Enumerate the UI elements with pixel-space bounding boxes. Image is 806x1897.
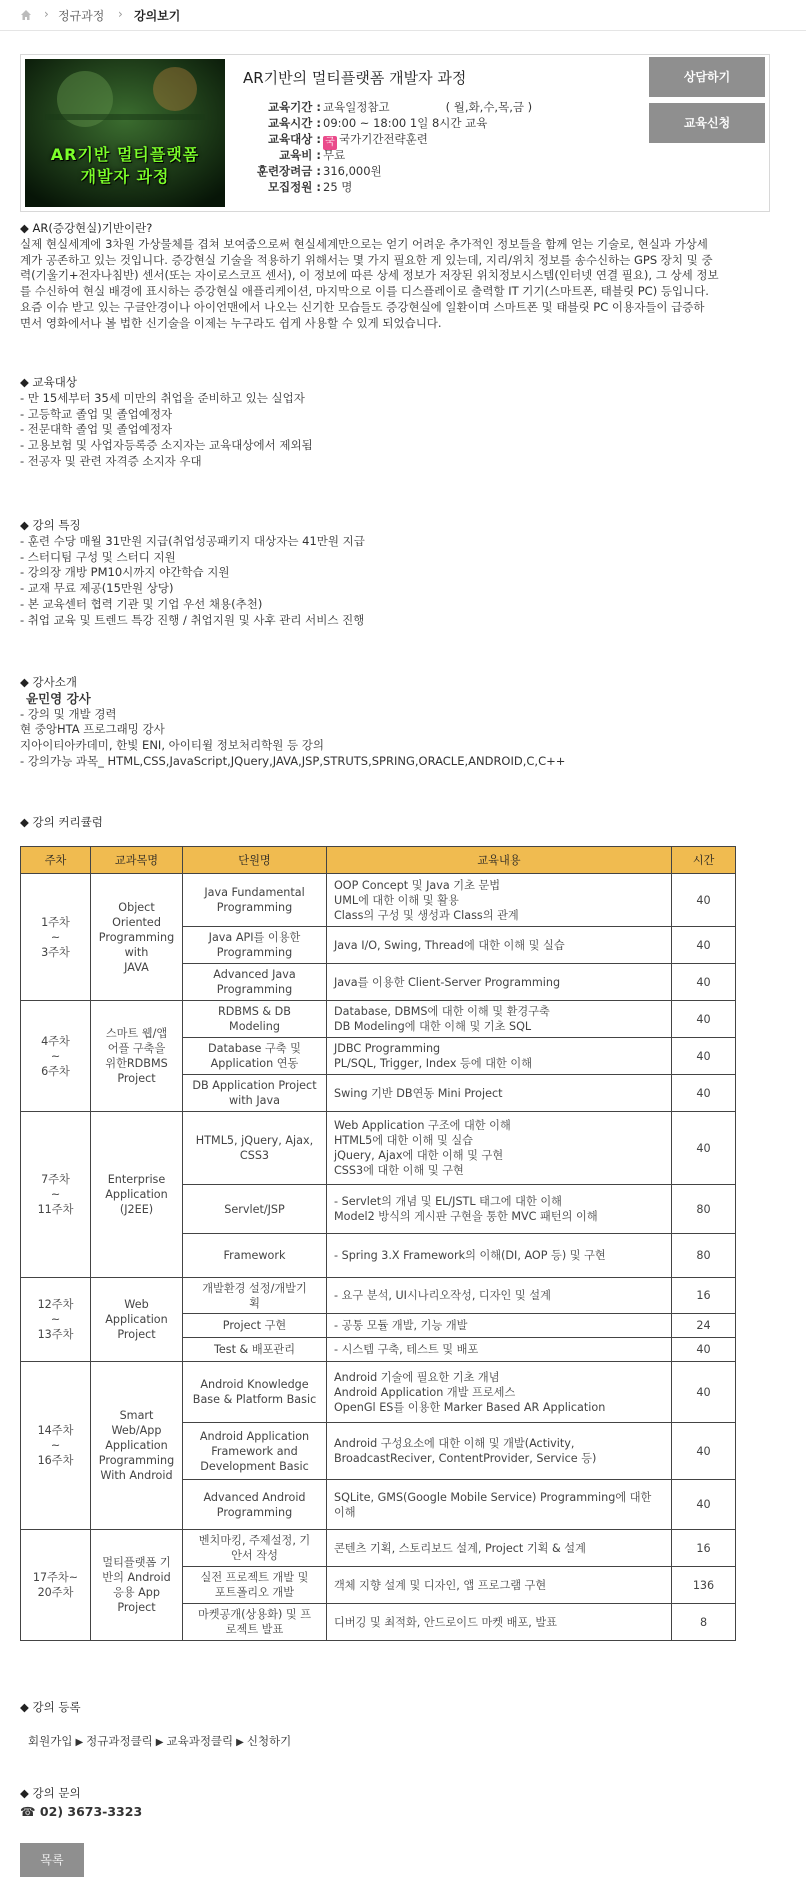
instructor-name: 윤민영 강사 [26,690,91,706]
week-cell: 17주차~ 20주차 [21,1530,91,1641]
hours-cell: 16 [672,1278,736,1314]
thumbnail-title [25,144,225,188]
hours-cell: 40 [672,964,736,1001]
home-icon[interactable] [20,9,32,21]
content-cell: Java를 이용한 Client-Server Programming [327,964,672,1001]
info-value: 09:00 ~ 18:00 1일 8시간 교육 [323,116,488,130]
info-label: 교육비 : [279,148,321,162]
list-item: - 강의 및 개발 경력 [20,706,117,721]
list-item: 현 중앙HTA 프로그래밍 강사 [20,722,165,737]
table-row [21,874,736,927]
course-title: AR기반의 멀티플랫폼 개발자 과정 [243,69,467,87]
table-row [21,1001,736,1038]
info-row-time [243,115,532,131]
content-cell: - 공통 모듈 개발, 기능 개발 [327,1314,672,1338]
hours-cell: 40 [672,1338,736,1362]
list-item: - 전공자 및 관련 자격증 소지자 우대 [20,453,202,468]
list-item: - 본 교육센터 협력 기관 및 기업 우선 채용(추천) [20,596,263,611]
section-heading: ◆ 강의 문의 [20,1786,81,1800]
hours-cell: 24 [672,1314,736,1338]
info-value: 무료 [323,148,346,162]
list-item: - 교재 무료 제공(15만원 상당) [20,581,174,596]
unit-cell: RDBMS & DB Modeling [183,1001,327,1038]
unit-cell: Advanced Android Programming [183,1480,327,1530]
unit-cell: 개발환경 설정/개발기 획 [183,1278,327,1314]
unit-cell: DB Application Project with Java [183,1075,327,1112]
hours-cell: 40 [672,1480,736,1530]
header-subject: 교과목명 [91,847,183,874]
intro-line: 력(기울기+전자나침반) 센서(또는 자이로스코프 센서), 이 정보에 따른 상세 정보가 저장된 위치정보시스템(인터넷 연결 필요), 그 상세 정보 [20,268,719,283]
info-label: 교육기간 : [267,100,321,114]
intro-line: 계가 공존하고 있는 것입니다. 증강현실 기술을 적용하기 위해서는 몇 가지 필요한 게 있는데, 지리/위치 정보를 송수신하는 GPS 장치 및 중 [20,252,713,267]
info-label: 교육시간 : [267,116,321,130]
national-training-badge: 국 [323,136,337,150]
intro-line: 를 수신하여 현실 배경에 표시하는 증강현실 애플리케이션, 마지막으로 이를 디스플레이로 출력할 IT 기기(스마트폰, 태블릿 PC) 등입니다. [20,284,709,299]
table-header-row [21,847,736,874]
header-unit: 단원명 [183,847,327,874]
triangle-right-icon: ▶ [75,1737,84,1748]
curriculum-heading [20,815,772,831]
hours-cell: 40 [672,1001,736,1038]
section-heading: ◆ 강의 특징 [20,518,81,532]
apply-button[interactable]: 교육신청 [649,103,765,143]
hours-cell: 40 [672,927,736,964]
intro-line: 면서 영화에서나 볼 법한 신기술을 이제는 누구라도 쉽게 사용할 수 있게 되었습니다. [20,315,442,330]
section-heading: ◆ 교육대상 [20,375,77,389]
registration-steps [28,1733,291,1749]
step-apply: 신청하기 [246,1734,292,1748]
target-section [20,375,772,470]
intro-line: 요즘 이슈 받고 있는 구글안경이나 아이언맨에서 나오는 신기한 모습들도 증강현실에 일환이며 스마트폰 및 태블릿 PC 이용자들이 급증하 [20,299,705,314]
subject-cell: Enterprise Application (J2EE) [91,1112,183,1278]
list-item: - 취업 교육 및 트렌드 특강 진행 / 취업지원 및 사후 관리 서비스 진행 [20,612,365,627]
unit-cell: Android Knowledge Base & Platform Basic [183,1362,327,1423]
hours-cell: 16 [672,1530,736,1567]
info-value: 국가기간전략훈련 [339,132,428,146]
content-cell: SQLite, GMS(Google Mobile Service) Programming에 대한 이해 [327,1480,672,1530]
section-heading: ◆ 강의 등록 [20,1700,81,1714]
triangle-right-icon: ▶ [236,1737,244,1748]
unit-cell: 마켓공개(상용화) 및 프 로젝트 발표 [183,1604,327,1641]
hours-cell: 8 [672,1604,736,1641]
triangle-right-icon: ▶ [155,1737,164,1748]
subject-cell: 멀티플랫폼 기 반의 Android 응용 App Project [91,1530,183,1641]
registration-section [20,1700,772,1716]
content-cell: Web Application 구조에 대한 이해 HTML5에 대한 이해 및 실습 jQuery, Ajax에 대한 이해 및 구현 CSS3에 대한 이해 및 구현 [327,1112,672,1185]
info-label: 교육대상 : [267,132,321,146]
features-section [20,518,772,629]
content-cell: - Servlet의 개념 및 EL/JSTL 태그에 대한 이해 Model2 방식의 게시판 구현을 통한 MVC 패턴의 이해 [327,1185,672,1234]
info-row-period [243,99,532,115]
hours-cell: 40 [672,1423,736,1480]
info-label: 훈련장려금 : [256,164,321,178]
unit-cell: Project 구현 [183,1314,327,1338]
course-summary [20,54,770,212]
unit-cell: Database 구축 및 Application 연동 [183,1038,327,1075]
intro-line: 실제 현실세계에 3차원 가상물체를 겹쳐 보여줌으로써 현실세계만으로는 얻기 어려운 추가적인 정보들을 함께 얻는 기술로, 현실과 가상세 [20,236,708,251]
section-heading: ◆ 강사소개 [20,675,77,689]
section-heading: ◆ 강의 커리큘럼 [20,815,103,829]
table-row [21,1362,736,1423]
breadcrumb-current: 강의보기 [134,9,181,23]
content-cell: Swing 기반 DB연동 Mini Project [327,1075,672,1112]
chevron-right-icon: › [44,7,49,21]
week-cell: 12주차 ~ 13주차 [21,1278,91,1362]
hours-cell: 136 [672,1567,736,1604]
unit-cell: HTML5, jQuery, Ajax, CSS3 [183,1112,327,1185]
table-row [21,1530,736,1567]
subject-cell: Object Oriented Programming with JAVA [91,874,183,1001]
content-cell: Java I/O, Swing, Thread에 대한 이해 및 실습 [327,927,672,964]
hours-cell: 80 [672,1185,736,1234]
course-info [243,99,532,195]
step-course-click: 교육과정클릭 [166,1734,234,1748]
info-row-target [243,131,532,147]
unit-cell: Advanced Java Programming [183,964,327,1001]
consult-button[interactable]: 상담하기 [649,57,765,97]
info-value: 316,000원 [323,164,382,178]
table-row [21,1278,736,1314]
list-item: - 전문대학 졸업 및 졸업예정자 [20,422,173,437]
content-cell: JDBC Programming PL/SQL, Trigger, Index 등에 대한 이해 [327,1038,672,1075]
info-value: 25 명 [323,180,353,194]
list-item: - 스터디팀 구성 및 스터디 지원 [20,549,176,564]
list-button[interactable]: 목록 [20,1843,84,1877]
unit-cell: Servlet/JSP [183,1185,327,1234]
info-label: 모집정원 : [267,180,321,194]
inquiry-section [20,1786,772,1820]
thumbnail-line-2: 개발자 과정 [80,167,170,186]
curriculum-table [20,846,736,1641]
unit-cell: 실전 프로젝트 개발 및 포트폴리오 개발 [183,1567,327,1604]
subject-cell: 스마트 웹/앱 어플 구축을 위한RDBMS Project [91,1001,183,1112]
content-cell: OOP Concept 및 Java 기초 문법 UML에 대한 이해 및 활용 Class의 구성 및 생성과 Class의 관계 [327,874,672,927]
content-cell: Database, DBMS에 대한 이해 및 환경구축 DB Modeling에 대한 이해 및 기초 SQL [327,1001,672,1038]
chevron-right-icon: › [118,7,123,21]
info-row-allowance [243,163,532,179]
info-row-capacity [243,179,532,195]
list-item: - 고등학교 졸업 및 졸업예정자 [20,406,173,421]
week-cell: 4주차 ~ 6주차 [21,1001,91,1112]
info-row-fee [243,147,532,163]
hours-cell: 80 [672,1234,736,1278]
hours-cell: 40 [672,874,736,927]
content-cell: 디버깅 및 최적화, 안드로이드 마켓 배포, 발표 [327,1604,672,1641]
table-row [21,1112,736,1185]
content-cell: - 요구 분석, UI시나리오작성, 디자인 및 설계 [327,1278,672,1314]
hours-cell: 40 [672,1362,736,1423]
unit-cell: 벤치마킹, 주제설정, 기 안서 작성 [183,1530,327,1567]
content-cell: 객체 지향 설계 및 디자인, 앱 프로그램 구현 [327,1567,672,1604]
unit-cell: Android Application Framework and Development Basic [183,1423,327,1480]
section-heading: ◆ AR(증강현실)기반이란? [20,221,153,235]
list-item: - 훈련 수당 매월 31만원 지급(취업성공패키지 대상자는 41만원 지급 [20,533,365,548]
list-item: - 만 15세부터 35세 미만의 취업을 준비하고 있는 실업자 [20,390,305,405]
unit-cell: Java API를 이용한 Programming [183,927,327,964]
intro-section [20,221,772,332]
unit-cell: Test & 배포관리 [183,1338,327,1362]
unit-cell: Framework [183,1234,327,1278]
breadcrumb [0,0,806,31]
list-item: - 강의장 개방 PM10시까지 야간학습 지원 [20,565,230,580]
thumbnail-line-1: AR기반 멀티플랫폼 [50,145,200,164]
content-cell: Android 구성요소에 대한 이해 및 개발(Activity, BroadcastReciver, ContentProvider, Service 등) [327,1423,672,1480]
week-cell: 14주차 ~ 16주차 [21,1362,91,1530]
info-extra: ( 월,화,수,목,금 ) [445,100,533,114]
instructor-section [20,675,772,770]
step-signup: 회원가입 [28,1734,73,1748]
hours-cell: 40 [672,1112,736,1185]
intro-text [20,237,772,332]
header-hours: 시간 [672,847,736,874]
header-week: 주차 [21,847,91,874]
subject-cell: Web Application Project [91,1278,183,1362]
inquiry-phone: ☎ 02) 3673-3323 [20,1803,143,1819]
course-thumbnail [25,59,225,207]
list-item: - 강의가능 과목_ HTML,CSS,JavaScript,JQuery,JAVA,JSP,STRUTS,SPRING,ORACLE,ANDROID,C,C++ [20,753,566,768]
hours-cell: 40 [672,1075,736,1112]
content-cell: Android 기술에 필요한 기초 개념 Android Application 개발 프로세스 OpenGl ES를 이용한 Marker Based AR Application [327,1362,672,1423]
header-content: 교육내용 [327,847,672,874]
hours-cell: 40 [672,1038,736,1075]
list-item: 지아이티아카데미, 한빛 ENI, 아이티윌 정보처리학원 등 강의 [20,738,325,753]
step-regular-course: 정규과정클릭 [86,1734,153,1748]
content-cell: 콘텐츠 기획, 스토리보드 설계, Project 기획 & 설계 [327,1530,672,1567]
unit-cell: Java Fundamental Programming [183,874,327,927]
week-cell: 7주차 ~ 11주차 [21,1112,91,1278]
week-cell: 1주차 ~ 3주차 [21,874,91,1001]
content-cell: - 시스템 구축, 테스트 및 배포 [327,1338,672,1362]
breadcrumb-regular-course[interactable]: 정규과정 [58,9,105,23]
list-item: - 고용보험 및 사업자등록증 소지자는 교육대상에서 제외됨 [20,438,313,453]
subject-cell: Smart Web/App Application Programming With Android [91,1362,183,1530]
content-cell: - Spring 3.X Framework의 이해(DI, AOP 등) 및 구현 [327,1234,672,1278]
info-value: 교육일정참고 [323,100,390,114]
